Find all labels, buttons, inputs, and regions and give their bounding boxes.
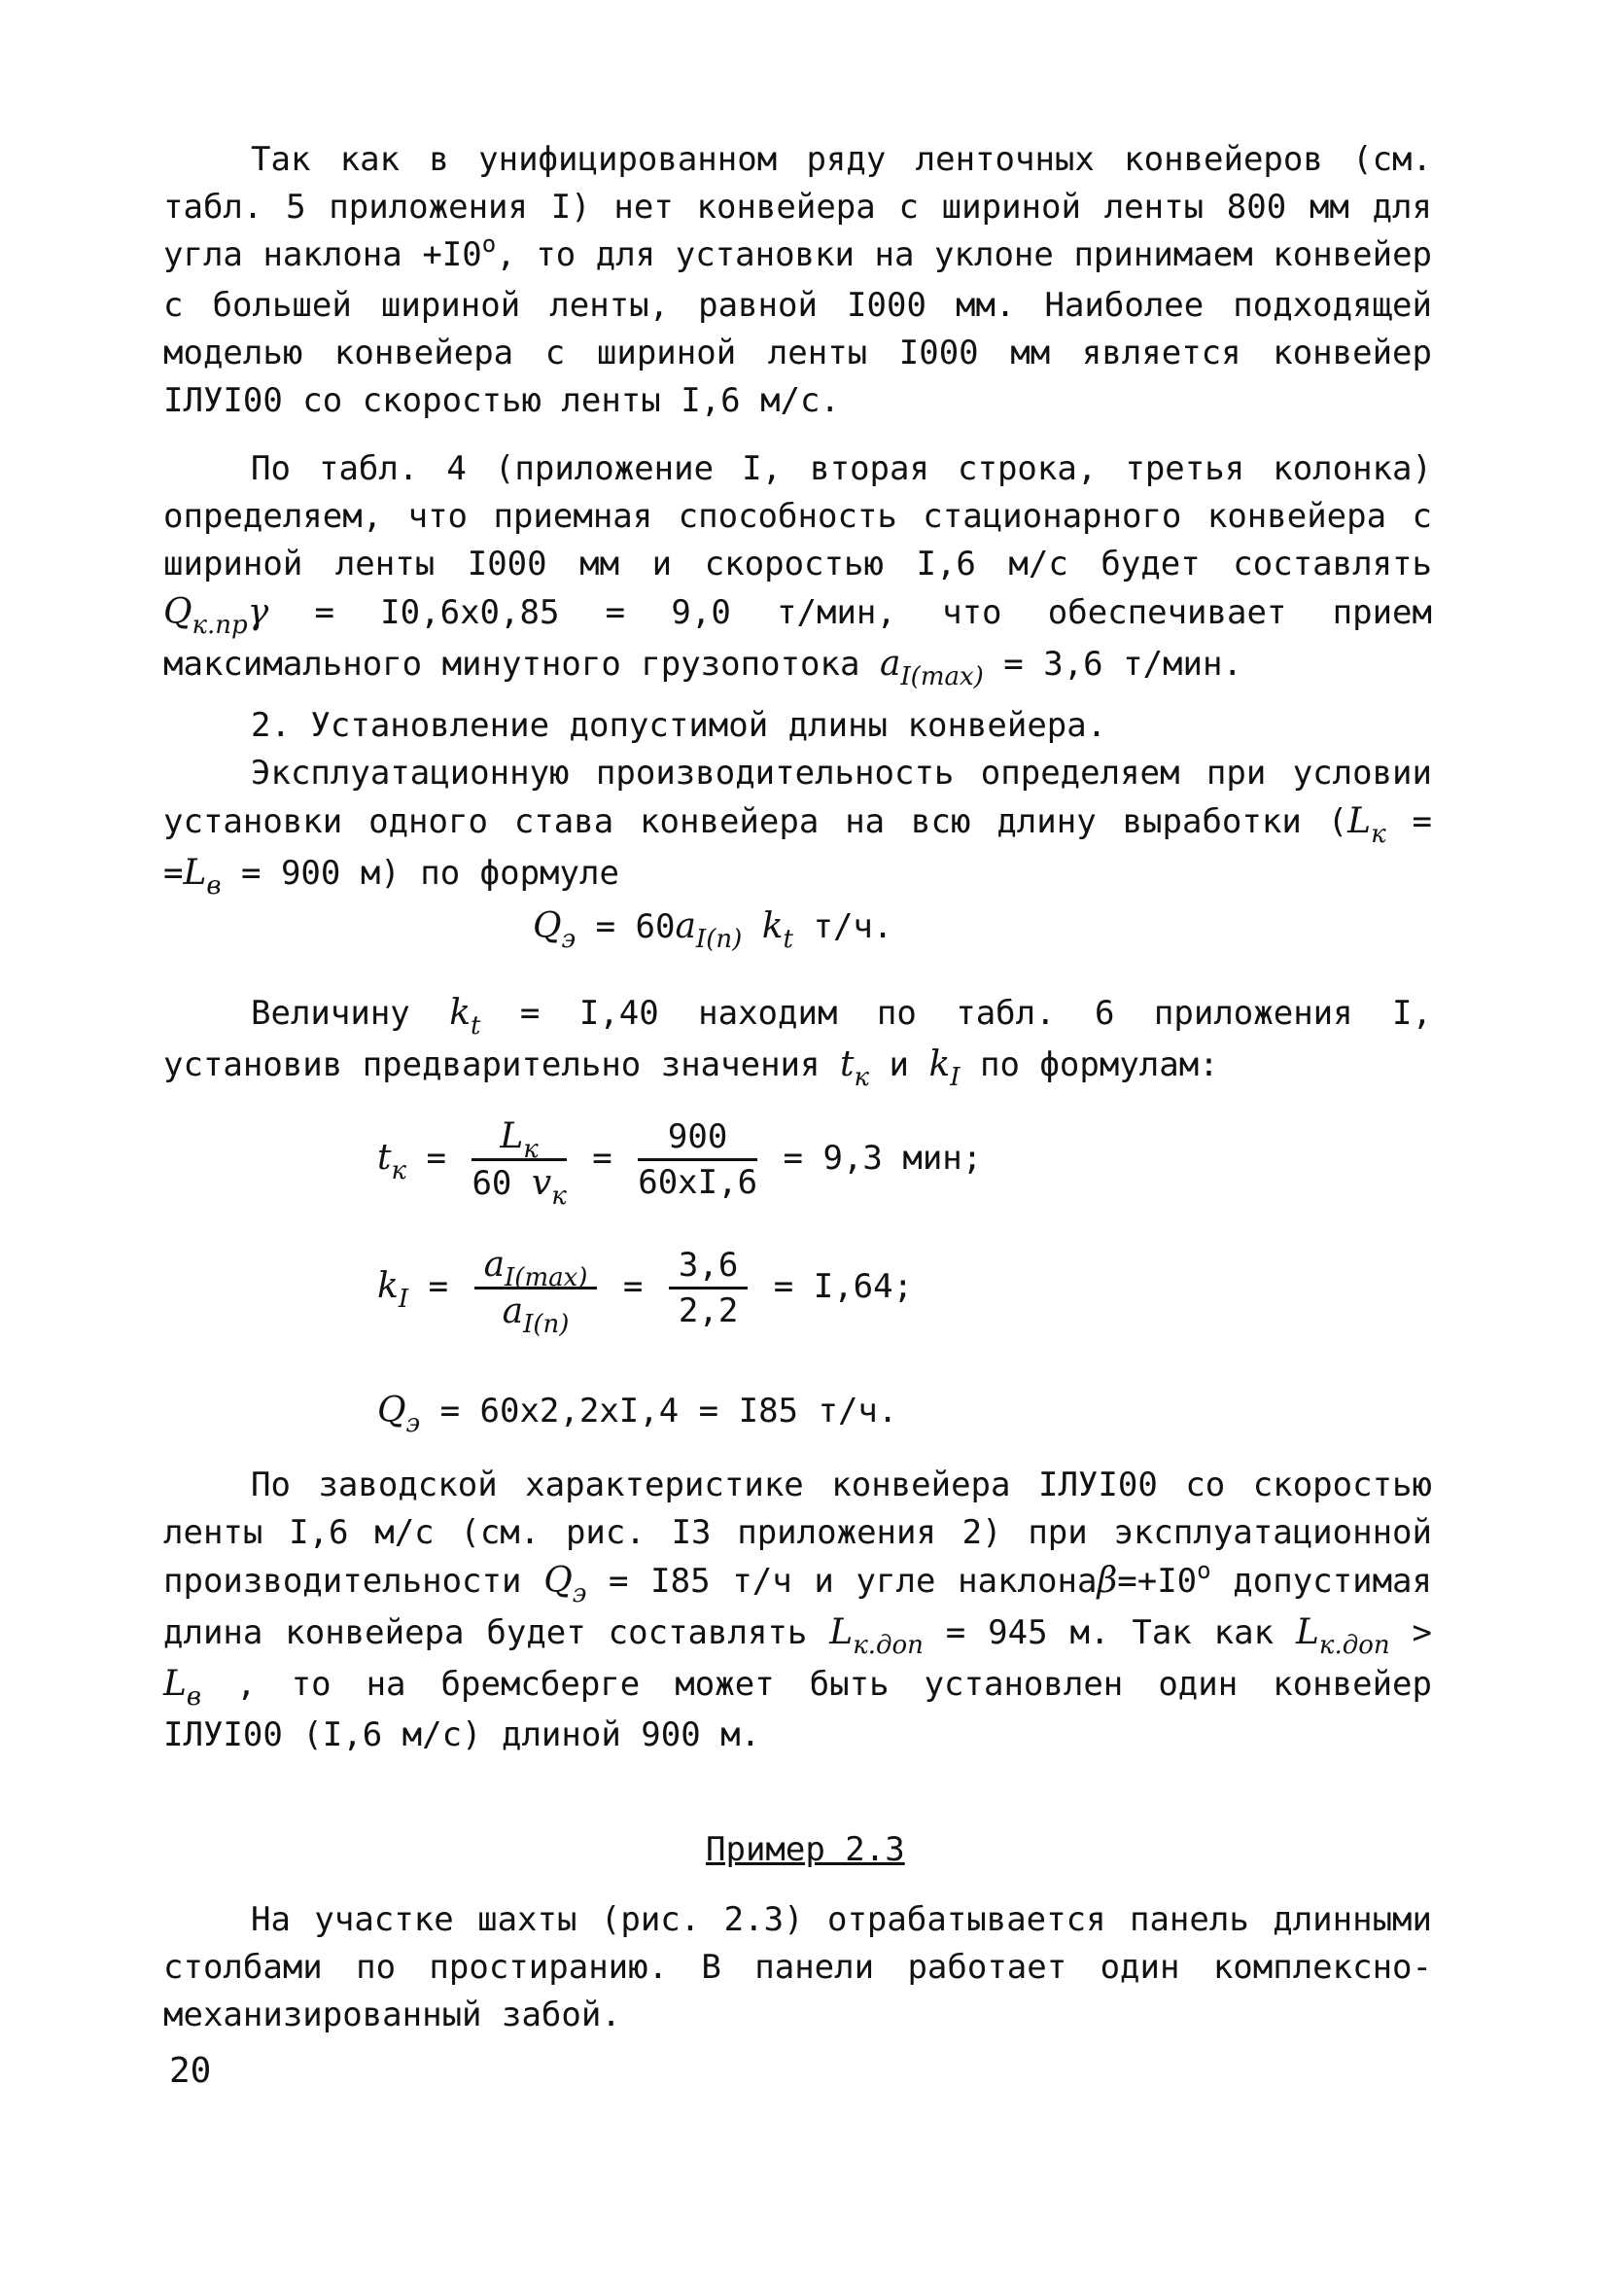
paragraph-2: По табл. 4 (приложение I, вторая строка, третья колонка) определяем, что приемная способность стационарного конвейера с шириной ленты I000 мм и скоростью I,6 м/с будет составлять $Q_{к.пр}\gamma = I0,6х0,85 = 9,0$ т/мин, что обеспечивает прием максимального минутного грузопотока $a_{I(max)} = 3,6$ т/мин.	[163, 449, 1432, 691]
paragraph-4: Эксплуатационную производительность определяем при условии установки одного става конвейера на всю длину выработки ($L_к = =L_в = 900$ м) по формуле	[163, 754, 1432, 901]
formula-qe: $Q_э = 60a_{I(n)}$ $k_t$ т/ч.	[533, 906, 893, 954]
paragraph-3: 2. Установление допустимой длины конвейера.	[251, 706, 1107, 745]
page-number: 20	[169, 2051, 212, 2091]
fraction-tk-1: $\frac{L_к}{60 v_к}$	[472, 1116, 567, 1211]
formula-qe-result: $Q_э = 60х2,2хI,4 = I85$ т/ч.	[377, 1391, 898, 1438]
paragraph-7: На участке шахты (рис. 2.3) отрабатывается панель длинными столбами по простиранию. В панели работает один комплексно-механизированный забой.	[163, 1900, 1432, 2034]
paragraph-1: Так как в унифицированном ряду ленточных конвейеров (см. табл. 5 приложения I) нет конвейера с шириной ленты 800 мм для угла наклона $+I0^о$, то для установки на уклоне принимаем конвейер с большей шириной ленты, равной I000 мм. Наиболее подходящей моделью конвейера с шириной ленты I000 мм является конвейер IЛУI00 со скоростью ленты I,6 м/с.	[163, 140, 1433, 420]
fraction-k1-2: $\frac{3,6}{2,2}$	[669, 1246, 748, 1330]
example-heading: Пример 2.3	[706, 1830, 905, 1869]
paragraph-6: По заводской характеристике конвейера IЛУI00 со скоростью ленты I,6 м/с (см. рис. I3 приложения 2) при эксплуатационной производительности $Q_э = I85$ т/ч и угле $наклона\beta=+I0^о$ допустимая длина конвейера будет составлять $L_{к.доп} = 945$ м. Так как $L_{к.доп} > L_в$ , то на бремсберге может быть установлен один конвейер IЛУI00 (I,6 м/с) длиной 900 м.	[163, 1466, 1432, 1754]
fraction-k1-1: $\frac{a_{I(max)}}{a_{I(n)}}$	[474, 1245, 598, 1331]
fraction-tk-2: $\frac{900}{60хI,6}$	[638, 1117, 758, 1202]
formula-k1: $k_I$ = $\frac{a_{I(max)}}{a_{I(n)}}$ = $\frac{3,6}{2,2}$ = I,64;	[377, 1245, 914, 1339]
paragraph-5: Величину $k_t = I,40$ находим по табл. 6 приложения I, установив предварительно значения $t_к$ и $k_I$ по формулам:	[163, 993, 1432, 1092]
formula-tk: $t_к$ = $\frac{L_к}{60 v_к}$ = $\frac{900}{60хI,6}$ = 9,3 мин;	[377, 1116, 983, 1211]
